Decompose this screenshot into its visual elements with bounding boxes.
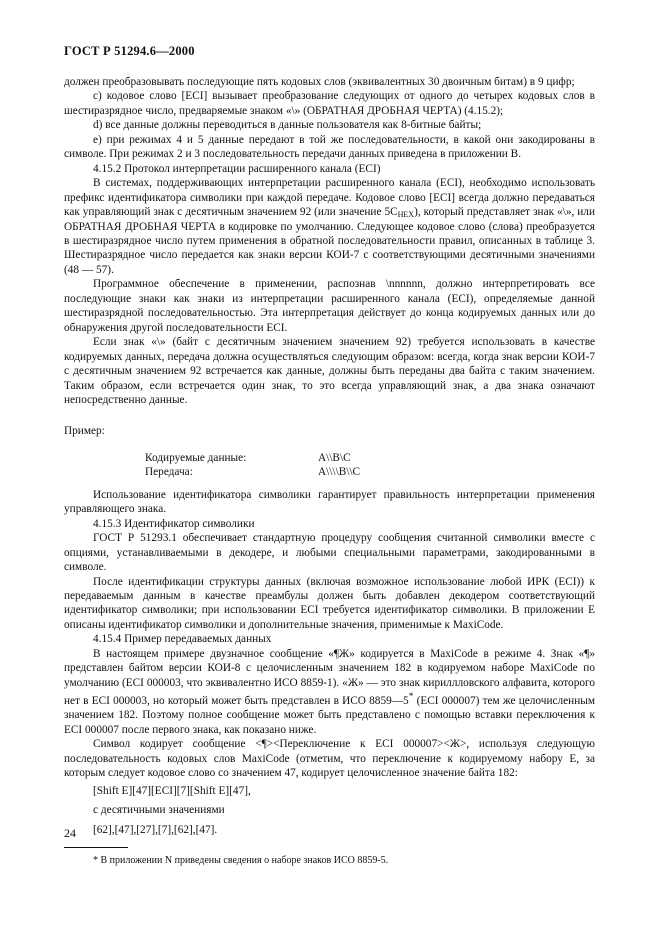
paragraph: должен преобразовывать последующие пять кодовых слов (эквивалентных 30 двоичным битам) в 9 цифр; <box>64 76 575 88</box>
codeword-caption: с десятичными значениями <box>93 804 225 817</box>
section-heading-4-15-3: 4.15.3 Идентификатор символики <box>93 517 255 530</box>
paragraph: После идентификации структуры данных (включая возможное использование любой ИРК (ECI)) к передаваемым данным в качестве преамбулы должен быть добавлен декодером соответствующий идентификатор символики; при использовании ECI требуется идентификатор символики. В приложении Е описаны идентификатор символики и дополнительные значения, применимые к MaxiCode. <box>64 575 595 631</box>
page-number: 24 <box>64 826 76 840</box>
page-body <box>64 75 595 867</box>
text-run: ), который представляет знак «\», или ОБРАТНАЯ ДРОБНАЯ ЧЕРТА в кодировке по умолчанию. Следующее кодовое слово (слова) преобразуется в шестиразрядное число путем применения в обратной последовательности правил, описанных в таблице 3. Шестиразрядное число передается как знаки версии КОИ-7 с соответствующими десятичными значениями (48 — 57). <box>64 206 595 276</box>
codeword-values: [62],[47],[27],[7],[62],[47]. <box>93 823 218 836</box>
list-item-e: e) при режимах 4 и 5 данные передают в той же последовательности, в какой они закодированы в символе. При режимах 2 и 3 последовательность передачи данных приведена в приложении В. <box>64 133 595 161</box>
section-heading-4-15-4: 4.15.4 Пример передаваемых данных <box>93 633 272 646</box>
list-item-c: c) кодовое слово [ECI] вызывает преобразование следующих от одного до четырех кодовых слов в шестиразрядное число, предваряемые знаком «\» (ОБРАТНАЯ ДРОБНАЯ ЧЕРТА) (4.15.2); <box>64 90 595 117</box>
text-run: В системах, поддерживающих интерпретации расширенного канала (ECI), необходимо использовать префикс идентификатора символики при каждой передаче. Кодовое слово [ECI] всегда должно передаваться как управляющий знак с десятичным значением 92 (или значение 5C <box>64 177 595 219</box>
paragraph-example <box>64 647 595 737</box>
hex-subscript: HEX <box>397 210 415 220</box>
example-table <box>145 451 360 480</box>
document-header: ГОСТ Р 51294.6—2000 <box>64 44 195 58</box>
example-heading: Пример: <box>64 425 105 438</box>
example-label: Передача: <box>145 466 193 479</box>
paragraph: Использование идентификатора символики гарантирует правильность интерпретации применения управляющего знака. <box>64 488 595 516</box>
text-run: (ECI 000007) тем же целочисленным значением 182. Поэтому полное сообщение может быть представлено с помощью вставки переключения к ECI 000007 после первого знака, как показано ниже. <box>64 694 595 736</box>
paragraph: Символ кодирует сообщение <¶><Переключение к ECI 000007><Ж>, используя следующую последовательность кодовых слов MaxiCode (отметим, что переключение к кодируемому набору Е, за которым следует кодовое слово со значением 47, кодирует целочисленное значение байта 182: <box>64 738 595 780</box>
example-value: A\\B\C <box>318 451 351 464</box>
list-item-d: d) все данные должны переводиться в данные пользователя как 8-битные байты; <box>93 119 482 132</box>
example-value: A\\\\B\\C <box>318 466 361 479</box>
text-run: В настоящем примере двузначное сообщение «¶Ж» кодируется в MaxiCode в режиме 4. Знак «¶» представлен байтом версии КОИ-8 с целочисленным значением 182 в кодируемом наборе MaxiCode по умолчанию (ECI 000003, что эквивалентно ИСО 8859-1). «Ж» — это знак кириллловского алфавита, которого нет в ECI 000003, но который может быть представлен в ИСО 8859—5 <box>64 647 595 707</box>
table-row <box>145 465 360 479</box>
section-heading-4-15-2: 4.15.2 Протокол интерпретации расширенного канала (ECI) <box>93 162 381 175</box>
table-row <box>145 451 360 465</box>
paragraph: Программное обеспечение в применении, распознав \nnnnnn, должно интерпретировать все последующие знаки как знаки из интерпретации расширенного канала (ECI), определяемые данной шестиразрядной последовательностью. Эта интерпретация действует до конца кодируемых данных или до обнаружения другой последовательности ECI. <box>64 278 595 334</box>
footnote: * В приложении N приведены сведения о наборе знаков ИСО 8859-5. <box>93 854 389 866</box>
paragraph: Если знак «\» (байт с десятичным значением значением 92) требуется использовать в качестве кодируемых данных, передача должна осуществляться следующим образом: всегда, когда знак версии КОИ-7 с десятичным значением 92 встречается как данные, должны быть переданы два байта с таким значением. Таким образом, если встречается один знак, то это всегда управляющий знак, а два знака означают непосредственно данные. <box>64 336 595 406</box>
footnote-divider <box>64 847 128 848</box>
example-label: Кодируемые данные: <box>145 451 247 464</box>
paragraph-eci <box>64 176 595 277</box>
codeword-sequence: [Shift E][47][ECI][7][Shift E][47], <box>93 784 251 797</box>
footnote-marker: * <box>408 692 414 703</box>
paragraph: ГОСТ Р 51293.1 обеспечивает стандартную процедуру сообщения считанной символики вместе с опциями, устанавливаемыми в декодере, и любыми специальными параметрами, закодированными в символе. <box>64 532 595 574</box>
